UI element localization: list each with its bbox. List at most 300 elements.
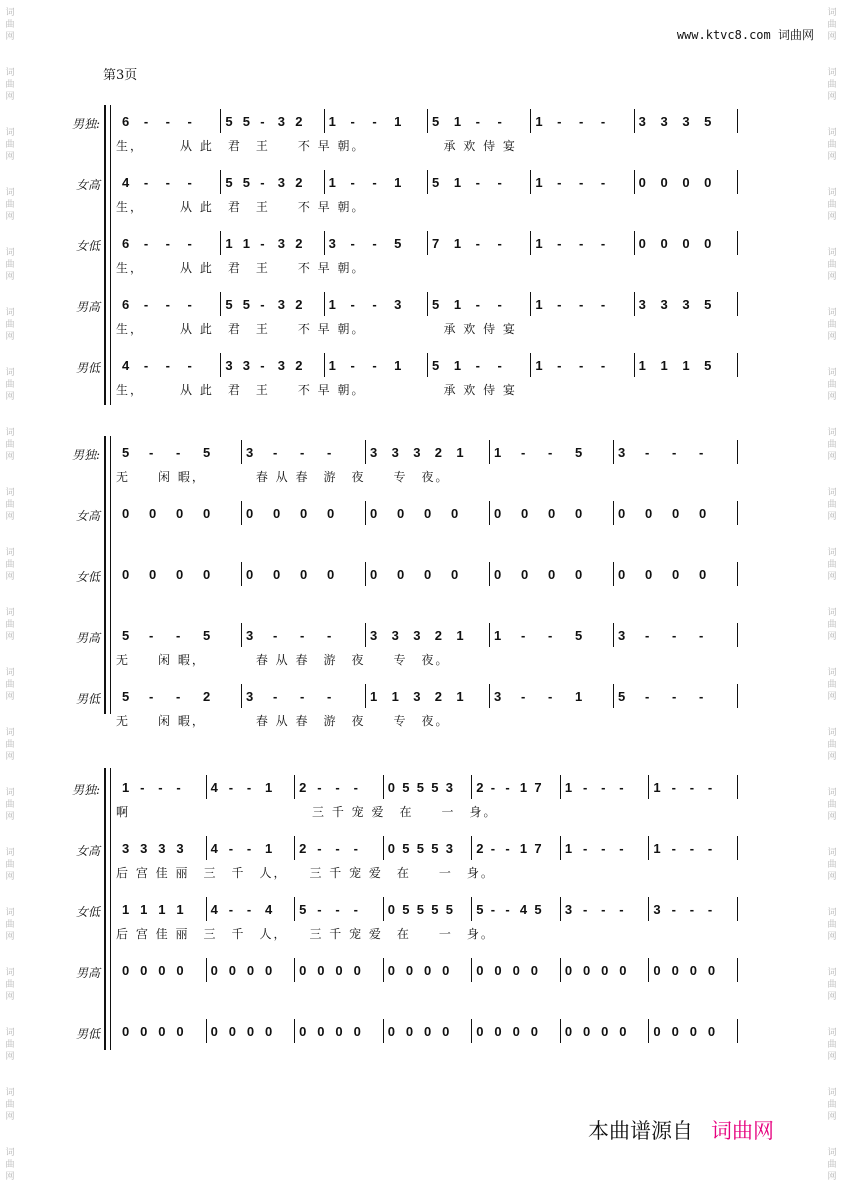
note: 1 bbox=[494, 628, 502, 643]
barline bbox=[634, 109, 635, 133]
note: 0 bbox=[387, 902, 395, 917]
note: 5 bbox=[402, 841, 410, 856]
note: 3 bbox=[158, 841, 166, 856]
note: 0 bbox=[512, 1024, 520, 1039]
watermark-char: 词 bbox=[5, 1028, 15, 1038]
system-brace bbox=[104, 768, 109, 1050]
watermark-char: 曲 bbox=[5, 1160, 15, 1170]
lyrics-line: 无 闲 暇， 春 从 春 游 夜 专 夜。 bbox=[116, 714, 450, 728]
note: 0 bbox=[442, 1024, 450, 1039]
note: 1 bbox=[391, 689, 399, 704]
watermark-char: 词 bbox=[5, 428, 15, 438]
watermark-char: 网 bbox=[5, 1052, 15, 1062]
watermark-char: 曲 bbox=[827, 1040, 837, 1050]
barline bbox=[634, 292, 635, 316]
note: - bbox=[600, 297, 606, 312]
note: 1 bbox=[394, 358, 402, 373]
note: 0 bbox=[317, 963, 325, 978]
note: 0 bbox=[476, 1024, 484, 1039]
watermark-char: 曲 bbox=[5, 440, 15, 450]
note: 5 bbox=[704, 114, 712, 129]
barline bbox=[489, 501, 490, 525]
barline bbox=[241, 440, 242, 464]
watermark-char: 词 bbox=[827, 428, 837, 438]
system-brace bbox=[104, 105, 109, 405]
note: 3 bbox=[413, 445, 421, 460]
barline bbox=[324, 170, 325, 194]
note: 1 bbox=[122, 780, 130, 795]
footer-text: 本曲谱源自 bbox=[588, 1119, 693, 1143]
note: 5 bbox=[575, 445, 583, 460]
watermark-char: 曲 bbox=[5, 1040, 15, 1050]
note: 5 bbox=[402, 902, 410, 917]
note: 0 bbox=[672, 567, 680, 582]
note: - bbox=[350, 297, 355, 312]
note: - bbox=[475, 175, 480, 190]
note: 0 bbox=[583, 1024, 591, 1039]
note: - bbox=[699, 628, 704, 643]
note: 1 bbox=[328, 297, 336, 312]
note: - bbox=[246, 780, 252, 795]
watermark-char: 曲 bbox=[827, 440, 837, 450]
watermark-char: 网 bbox=[5, 212, 15, 222]
barline bbox=[737, 231, 738, 255]
note: 2 bbox=[295, 114, 303, 129]
note: 0 bbox=[300, 567, 308, 582]
note: 4 bbox=[122, 358, 130, 373]
watermark-char: 词 bbox=[5, 728, 15, 738]
note: 0 bbox=[387, 841, 395, 856]
barline bbox=[206, 1019, 207, 1043]
note: 0 bbox=[299, 963, 307, 978]
voice-name: 女低 bbox=[75, 570, 100, 584]
watermark-char: 词 bbox=[5, 788, 15, 798]
barline bbox=[648, 1019, 649, 1043]
watermark-char: 曲 bbox=[827, 140, 837, 150]
note: 0 bbox=[424, 1024, 432, 1039]
barline bbox=[613, 684, 614, 708]
note: - bbox=[187, 114, 192, 129]
watermark-char: 词 bbox=[5, 488, 15, 498]
note: - bbox=[165, 297, 170, 312]
note: 1 bbox=[394, 175, 402, 190]
barline bbox=[294, 897, 295, 921]
note: 0 bbox=[273, 506, 281, 521]
barline bbox=[383, 958, 384, 982]
watermark-char: 网 bbox=[5, 1172, 15, 1182]
barline bbox=[324, 231, 325, 255]
note: 0 bbox=[203, 506, 211, 521]
note: 1 bbox=[453, 175, 462, 190]
note: - bbox=[143, 297, 149, 312]
site-url[interactable]: www.ktvc8.com bbox=[676, 28, 771, 42]
barline bbox=[737, 353, 738, 377]
watermark-char: 词 bbox=[5, 308, 15, 318]
note: - bbox=[300, 689, 305, 704]
note: 0 bbox=[210, 963, 218, 978]
note: - bbox=[140, 780, 145, 795]
barline bbox=[489, 562, 490, 586]
note: - bbox=[579, 236, 584, 251]
note: 0 bbox=[397, 567, 405, 582]
note: - bbox=[350, 358, 355, 373]
watermark-char: 网 bbox=[5, 752, 15, 762]
note: 1 bbox=[653, 780, 661, 795]
watermark-char: 曲 bbox=[5, 500, 15, 510]
note: 0 bbox=[273, 567, 281, 582]
note: - bbox=[335, 902, 340, 917]
note: 0 bbox=[521, 567, 529, 582]
note: - bbox=[317, 780, 322, 795]
barline bbox=[737, 1019, 738, 1043]
watermark-char: 词 bbox=[5, 68, 15, 78]
watermark-char: 曲 bbox=[5, 800, 15, 810]
note: 7 bbox=[432, 236, 440, 251]
watermark-char: 词 bbox=[5, 848, 15, 858]
note: 3 bbox=[660, 114, 668, 129]
note: - bbox=[557, 236, 562, 251]
note: 5 bbox=[203, 628, 211, 643]
barline bbox=[737, 562, 738, 586]
note: 1 bbox=[394, 114, 402, 129]
watermark-char: 网 bbox=[827, 692, 837, 702]
note: 1 bbox=[453, 236, 462, 251]
barline bbox=[560, 958, 561, 982]
note: 3 bbox=[246, 689, 254, 704]
barline bbox=[489, 440, 490, 464]
note: 2 bbox=[434, 689, 443, 704]
note: - bbox=[353, 902, 358, 917]
note: 7 bbox=[534, 780, 542, 795]
watermark-char: 网 bbox=[827, 632, 837, 642]
note: 0 bbox=[387, 780, 395, 795]
note: 5 bbox=[431, 902, 439, 917]
note: 1 bbox=[456, 689, 464, 704]
note: 0 bbox=[246, 567, 254, 582]
note: 1 bbox=[519, 780, 528, 795]
note: - bbox=[187, 297, 192, 312]
watermark-char: 网 bbox=[827, 32, 837, 42]
note: - bbox=[353, 841, 358, 856]
note: 1 bbox=[535, 175, 543, 190]
note: 3 bbox=[660, 297, 668, 312]
note: 0 bbox=[548, 506, 556, 521]
watermark-char: 网 bbox=[827, 512, 837, 522]
note: 2 bbox=[295, 175, 303, 190]
page-label: 第3页 bbox=[103, 68, 138, 83]
note: - bbox=[350, 236, 355, 251]
note: - bbox=[317, 902, 322, 917]
note: 5 bbox=[416, 902, 424, 917]
watermark-char: 词 bbox=[5, 248, 15, 258]
note: 0 bbox=[158, 963, 166, 978]
lyrics-line: 生， 从 此 君 王 不 早 朝。 bbox=[116, 261, 366, 275]
note: 5 bbox=[618, 689, 626, 704]
note: 0 bbox=[494, 567, 502, 582]
note: 0 bbox=[575, 506, 583, 521]
barline bbox=[530, 231, 531, 255]
footer-brand[interactable]: 词曲网 bbox=[711, 1119, 774, 1143]
note: 1 bbox=[242, 236, 251, 251]
watermark-char: 网 bbox=[5, 452, 15, 462]
note: 3 bbox=[277, 358, 285, 373]
note: 3 bbox=[370, 628, 378, 643]
note: 0 bbox=[707, 1024, 716, 1039]
note: 1 bbox=[535, 297, 543, 312]
note: 0 bbox=[327, 506, 335, 521]
barline bbox=[489, 684, 490, 708]
note: - bbox=[557, 114, 562, 129]
note: 5 bbox=[704, 358, 712, 373]
lyrics-line: 无 闲 暇， 春 从 春 游 夜 专 夜。 bbox=[116, 470, 450, 484]
note: 0 bbox=[353, 963, 361, 978]
note: - bbox=[548, 689, 553, 704]
note: 0 bbox=[176, 1024, 184, 1039]
watermark-char: 词 bbox=[827, 308, 837, 318]
note: 0 bbox=[689, 1024, 697, 1039]
note: 5 bbox=[242, 114, 251, 129]
note: - bbox=[165, 358, 170, 373]
note: 1 bbox=[660, 358, 668, 373]
note: - bbox=[372, 236, 377, 251]
note: 6 bbox=[122, 236, 130, 251]
watermark-char: 词 bbox=[5, 1088, 15, 1098]
note: 0 bbox=[601, 963, 609, 978]
note: - bbox=[372, 297, 377, 312]
note: 0 bbox=[521, 506, 529, 521]
note: 3 bbox=[445, 780, 453, 795]
note: 0 bbox=[228, 963, 236, 978]
barline bbox=[737, 440, 738, 464]
note: 0 bbox=[327, 567, 335, 582]
watermark-char: 网 bbox=[5, 392, 15, 402]
note: 0 bbox=[699, 567, 707, 582]
barline bbox=[206, 836, 207, 860]
note: 5 bbox=[122, 445, 130, 460]
voice-name: 男低 bbox=[75, 692, 100, 706]
watermark-char: 词 bbox=[827, 1028, 837, 1038]
barline bbox=[241, 623, 242, 647]
note: 3 bbox=[242, 358, 251, 373]
note: 2 bbox=[295, 358, 303, 373]
note: 0 bbox=[660, 236, 668, 251]
note: 3 bbox=[277, 175, 285, 190]
barline bbox=[220, 109, 221, 133]
note: - bbox=[601, 780, 606, 795]
barline bbox=[613, 623, 614, 647]
note: 1 bbox=[176, 902, 184, 917]
lyrics-line: 生， 从 此 君 王 不 早 朝。 bbox=[116, 200, 366, 214]
note: 0 bbox=[699, 506, 707, 521]
note: 0 bbox=[530, 963, 538, 978]
note: - bbox=[158, 780, 163, 795]
note: - bbox=[583, 780, 588, 795]
note: 0 bbox=[300, 506, 308, 521]
note: - bbox=[353, 780, 358, 795]
watermark-char: 词 bbox=[5, 668, 15, 678]
barline bbox=[383, 897, 384, 921]
note: 5 bbox=[704, 297, 712, 312]
note: 5 bbox=[242, 175, 251, 190]
note: 3 bbox=[370, 445, 378, 460]
note: 0 bbox=[424, 567, 432, 582]
note: - bbox=[619, 780, 624, 795]
watermark-char: 网 bbox=[827, 452, 837, 462]
note: 4 bbox=[210, 780, 218, 795]
barline bbox=[560, 1019, 561, 1043]
note: - bbox=[672, 628, 677, 643]
barline bbox=[383, 1019, 384, 1043]
note: 0 bbox=[707, 963, 716, 978]
system-left-barline bbox=[110, 768, 111, 1050]
watermark-char: 网 bbox=[827, 872, 837, 882]
note: 0 bbox=[564, 963, 573, 978]
note: 2 bbox=[434, 445, 443, 460]
note: - bbox=[600, 358, 606, 373]
note: 0 bbox=[405, 963, 414, 978]
note: - bbox=[475, 358, 480, 373]
note: 3 bbox=[277, 297, 285, 312]
note: - bbox=[671, 780, 676, 795]
note: 0 bbox=[494, 506, 502, 521]
note: 1 bbox=[564, 780, 573, 795]
note: 5 bbox=[432, 114, 440, 129]
note: 0 bbox=[548, 567, 556, 582]
note: - bbox=[600, 175, 606, 190]
note: 3 bbox=[391, 445, 399, 460]
note: - bbox=[176, 780, 181, 795]
note: 0 bbox=[317, 1024, 325, 1039]
note: 1 bbox=[453, 358, 462, 373]
note: 3 bbox=[445, 841, 453, 856]
note: - bbox=[583, 841, 588, 856]
note: 0 bbox=[564, 1024, 573, 1039]
note: 0 bbox=[494, 1024, 502, 1039]
voice-name: 男独: bbox=[71, 448, 100, 462]
note: - bbox=[273, 628, 278, 643]
watermark-char: 曲 bbox=[5, 80, 15, 90]
note: 0 bbox=[370, 506, 378, 521]
watermark-char: 网 bbox=[827, 1172, 837, 1182]
watermark-char: 词 bbox=[827, 608, 837, 618]
note: 1 bbox=[535, 358, 543, 373]
note: 1 bbox=[575, 689, 583, 704]
note: 0 bbox=[682, 175, 690, 190]
note: 1 bbox=[265, 780, 273, 795]
note: 0 bbox=[370, 567, 378, 582]
barline bbox=[220, 170, 221, 194]
barline bbox=[241, 562, 242, 586]
note: 5 bbox=[432, 175, 440, 190]
watermark-char: 曲 bbox=[5, 140, 15, 150]
note: - bbox=[165, 175, 170, 190]
watermark-char: 网 bbox=[5, 812, 15, 822]
site-header[interactable] bbox=[677, 26, 814, 43]
watermark-char: 网 bbox=[5, 992, 15, 1002]
system-brace bbox=[104, 436, 109, 714]
watermark-char: 词 bbox=[827, 128, 837, 138]
note: - bbox=[187, 358, 192, 373]
note: 5 bbox=[122, 628, 130, 643]
voice-name: 男高 bbox=[75, 631, 100, 645]
watermark-char: 词 bbox=[5, 128, 15, 138]
watermark-char: 曲 bbox=[5, 20, 15, 30]
note: 1 bbox=[456, 628, 464, 643]
lyrics-line: 生， 从 此 君 王 不 早 朝。 承 欢 侍 宴 bbox=[116, 139, 517, 153]
barline bbox=[737, 623, 738, 647]
note: - bbox=[557, 358, 562, 373]
note: 1 bbox=[453, 114, 462, 129]
note: 3 bbox=[413, 689, 421, 704]
note: - bbox=[165, 114, 170, 129]
watermark-char: 网 bbox=[827, 212, 837, 222]
watermark-char: 词 bbox=[5, 608, 15, 618]
watermark-char: 曲 bbox=[827, 980, 837, 990]
note: - bbox=[490, 780, 496, 795]
note: 5 bbox=[575, 628, 583, 643]
note: - bbox=[497, 358, 502, 373]
note: 0 bbox=[210, 1024, 218, 1039]
watermark-char: 词 bbox=[827, 548, 837, 558]
note: - bbox=[317, 841, 322, 856]
note: - bbox=[497, 175, 502, 190]
barline bbox=[365, 623, 366, 647]
note: 0 bbox=[618, 506, 626, 521]
voice-name: 男独: bbox=[71, 117, 100, 131]
watermark-char: 曲 bbox=[827, 260, 837, 270]
watermark-char: 词 bbox=[5, 908, 15, 918]
note: 0 bbox=[451, 567, 459, 582]
note: 1 bbox=[535, 114, 543, 129]
note: - bbox=[246, 841, 252, 856]
barline bbox=[471, 775, 472, 799]
note: 0 bbox=[335, 1024, 343, 1039]
note: 0 bbox=[176, 567, 184, 582]
note: - bbox=[601, 902, 606, 917]
note: 0 bbox=[653, 1024, 661, 1039]
note: 0 bbox=[671, 963, 679, 978]
watermark-char: 曲 bbox=[5, 560, 15, 570]
note: 3 bbox=[682, 297, 690, 312]
note: 0 bbox=[645, 506, 653, 521]
barline bbox=[737, 292, 738, 316]
barline bbox=[560, 897, 561, 921]
watermark-char: 网 bbox=[827, 812, 837, 822]
voice-name: 男独: bbox=[71, 783, 100, 797]
note: - bbox=[327, 445, 332, 460]
barline bbox=[324, 292, 325, 316]
note: - bbox=[557, 175, 562, 190]
note: - bbox=[497, 114, 502, 129]
note: - bbox=[273, 689, 278, 704]
barline bbox=[737, 897, 738, 921]
note: 0 bbox=[122, 963, 130, 978]
note: - bbox=[505, 841, 510, 856]
note: - bbox=[372, 114, 377, 129]
note: 0 bbox=[645, 567, 653, 582]
note: 4 bbox=[210, 841, 218, 856]
note: - bbox=[497, 297, 502, 312]
barline bbox=[634, 231, 635, 255]
note: 5 bbox=[225, 114, 233, 129]
note: - bbox=[260, 358, 265, 373]
watermark-char: 词 bbox=[827, 848, 837, 858]
note: - bbox=[548, 445, 553, 460]
note: 0 bbox=[246, 963, 255, 978]
barline bbox=[648, 958, 649, 982]
watermark-char: 网 bbox=[5, 572, 15, 582]
note: - bbox=[187, 236, 192, 251]
